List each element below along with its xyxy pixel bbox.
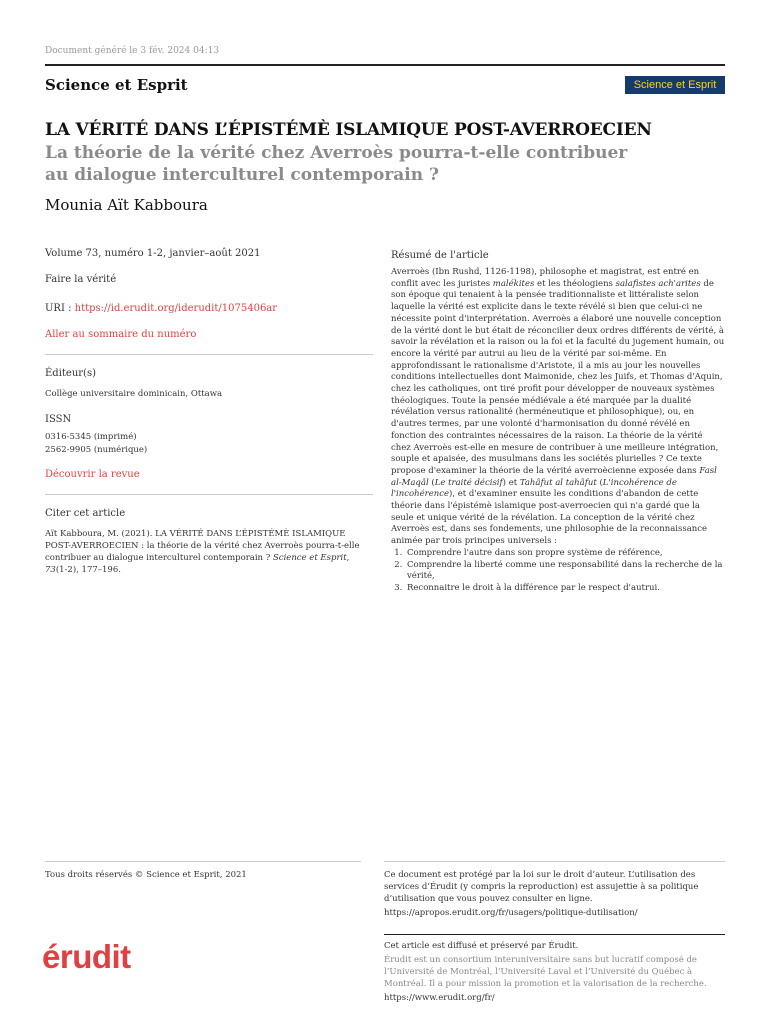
generation-date: Document généré le 3 fév. 2024 04:13	[45, 46, 220, 56]
issue-theme: Faire la vérité	[45, 274, 117, 285]
footer-divider	[384, 861, 725, 862]
citation-journal: Science et Esprit	[272, 553, 347, 563]
divider	[45, 494, 373, 495]
policy-link[interactable]: https://apropos.erudit.org/fr/usagers/politique-dutilisation/	[384, 908, 638, 918]
uri-line	[45, 303, 373, 314]
abstract-text: et les théologiens	[534, 278, 616, 289]
editeur-name: Collège universitaire dominicain, Ottawa	[45, 389, 223, 399]
principles-list	[391, 548, 725, 595]
citation-text: Aït Kabboura, M. (2021). LA VÉRITÉ DANS L’ÉPISTÉMÈ ISLAMIQUE POST-AVERROECIEN : la théorie de la vérité chez Averroès pourra-t-elle contribuer au dialogue interculturel contemporain ?	[45, 529, 360, 563]
rights-notice: Tous droits réservés © Science et Esprit, 2021	[45, 870, 247, 880]
abstract-italic: Le traité décisif	[434, 477, 503, 488]
erudit-link[interactable]: https://www.erudit.org/fr/	[384, 993, 495, 1003]
abstract-italic: Tahâfut al tahâfut	[519, 477, 597, 488]
copyright-notice: Ce document est protégé par la loi sur le droit d’auteur. L’utilisation des services d’Érudit (y compris la reproduction) est assujettie à sa politique d’utilisation que vous pouvez consulter en ligne.	[384, 870, 699, 904]
abstract-text: (	[596, 477, 603, 488]
citation-volume: 73	[45, 565, 56, 575]
erudit-logo: érudit	[42, 938, 131, 975]
editeurs-label: Éditeur(s)	[45, 368, 96, 379]
abstract-text: (	[428, 477, 435, 488]
citation-sep: ,	[346, 553, 350, 563]
erudit-description: Érudit est un consortium interuniversitaire sans but lucratif composé de l’Université de Montréal, l’Université Laval et l’Université du Québec à Montréal. Il a pour mission la promotion et la valorisation de la recherche.	[384, 955, 707, 989]
article-title: LA VÉRITÉ DANS L’ÉPISTÉMÈ ISLAMIQUE POST-AVERROECIEN	[45, 120, 652, 140]
abstract-paragraph	[391, 267, 725, 548]
subtitle-line-2: au dialogue interculturel contemporain ?	[45, 165, 440, 185]
list-item: 2. Comprendre la liberté comme une responsabilité dans la recherche de la vérité,	[405, 560, 725, 583]
subtitle-line-1: La théorie de la vérité chez Averroès pourra-t-elle contribuer	[45, 143, 628, 163]
footer-divider-dark	[384, 934, 725, 935]
issn-digital: 2562-9905 (numérique)	[45, 445, 148, 455]
abstract-italic: Fasl al-Maqâl	[391, 465, 717, 488]
abstract	[391, 267, 725, 595]
abstract-text: Averroès (Ibn Rushd, 1126-1198), philosophe et magistrat, est entré en conflit avec les juristes	[391, 267, 700, 289]
abstract-text: ), et d'examiner ensuite les conditions d'abandon de cette théorie dans l'épistémè islamique post-averroecien qui n'a gardé que la seule et unique vérité de la révélation. La conception de la vérité chez Averroès est, dans ses fondements, une philosophie de la reconnaissance animée par trois principes universels :	[391, 489, 708, 547]
abstract-text: de son époque qui tenaient à la pensée traditionnaliste et littéraliste selon laquelle la vérité est explicite dans le texte révélé si bien que celui-ci ne nécessite point d'interprétation. Averroès a élaboré une nouvelle conception de la vérité dont le but était de réconcilier deux ordres différents de vérité, à savoir la révélation et la raison ou la foi et la faculté du jugement humain, ou encore la vérité par autrui au lieu de la vérité par soi-même. En approfondissant le rationalisme d'Aristote, il a mis au jour les nouvelles conditions intellectuelles dont Maimonide, chez les Juifs, et Thomas d'Aquin, chez les catholiques, ont tiré profit pour développer de nouveaux systèmes théologiques. Toute la pensée médiévale a été marquée par la dualité révélation versus rationalité (herméneutique et philosophique), ou, en d'autres termes, par une volonté d'harmonisation du donné révélé en fonction des contraintes nécessaires de la raison. La théorie de la vérité chez Averroès est-elle en mesure de contribuer à une meilleure intégration, souple et apaisée, des musulmans dans les sociétés plurielles ? Ce texte propose d'examiner la théorie de la vérité averroècienne exposée dans	[391, 278, 725, 476]
list-item: 1. Comprendre l'autre dans son propre système de référence,	[405, 548, 725, 560]
diffusion-notice: Cet article est diffusé et préservé par Érudit.	[384, 941, 579, 951]
abstract-italic: malékites	[492, 278, 535, 289]
journal-logo: Science et Esprit	[625, 76, 725, 94]
list-item: 3. Reconnaitre le droit à la différence par le respect d'autrui.	[405, 583, 725, 595]
article-author: Mounia Aït Kabboura	[45, 196, 208, 214]
citer-label: Citer cet article	[45, 508, 126, 519]
uri-link[interactable]: https://id.erudit.org/iderudit/1075406ar	[74, 303, 278, 314]
uri-label: URI :	[45, 303, 75, 314]
header-divider	[45, 64, 725, 66]
journal-name: Science et Esprit	[45, 76, 188, 94]
divider	[45, 354, 373, 355]
footer-divider	[45, 861, 361, 862]
abstract-italic: L'incohérence de l'incohérence	[391, 477, 677, 500]
abstract-text: ) et	[502, 477, 520, 488]
citation	[45, 528, 373, 576]
abstract-italic: salafistes ach'arites	[615, 278, 701, 289]
article-subtitle	[45, 142, 645, 186]
decouvrir-link[interactable]: Découvrir la revue	[45, 469, 140, 480]
sommaire-link[interactable]: Aller au sommaire du numéro	[45, 329, 197, 340]
resume-label: Résumé de l'article	[391, 250, 489, 261]
citation-pages: (1-2), 177–196.	[55, 565, 121, 575]
volume-info: Volume 73, numéro 1-2, janvier–août 2021	[45, 248, 261, 259]
issn-label: ISSN	[45, 414, 72, 425]
issn-print: 0316-5345 (imprimé)	[45, 432, 137, 442]
